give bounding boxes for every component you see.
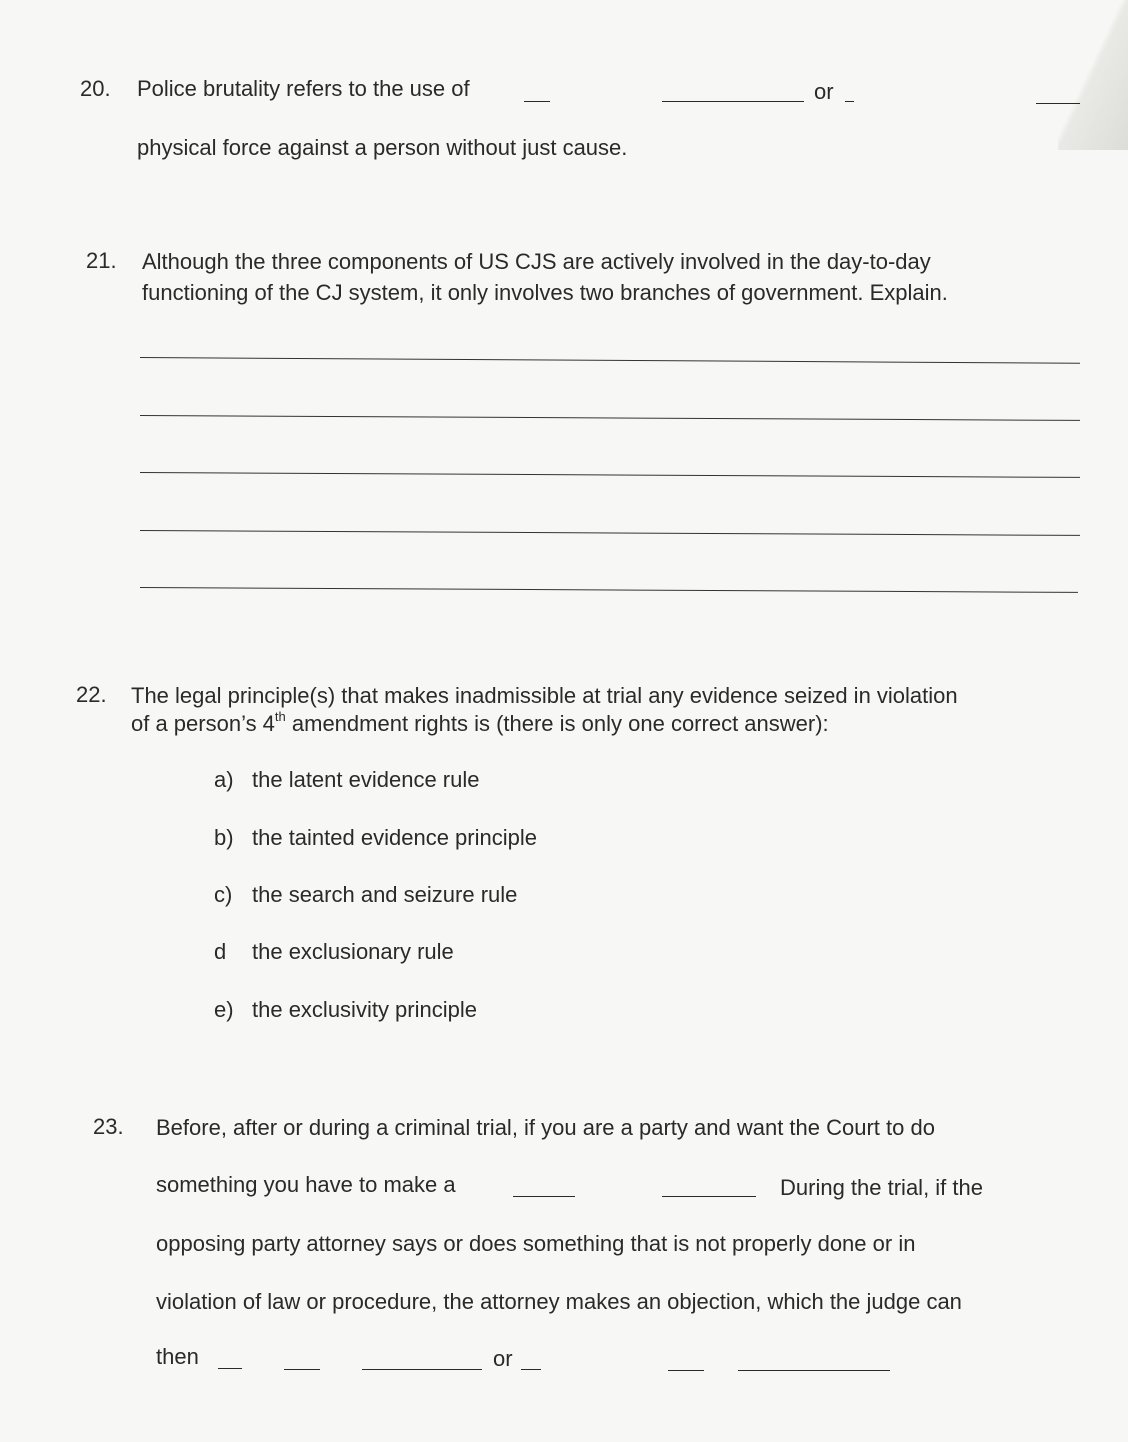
question-number: 22.	[76, 682, 107, 707]
answer-blank[interactable]	[662, 1196, 756, 1197]
or-text: or	[493, 1346, 513, 1371]
question-text: violation of law or procedure, the attorney makes an objection, which the judge can	[156, 1289, 962, 1314]
question-text: opposing party attorney says or does something that is not properly done or in	[156, 1231, 916, 1256]
folded-corner	[1058, 0, 1128, 150]
question-number: 21.	[86, 248, 117, 273]
answer-blank[interactable]	[362, 1369, 482, 1370]
option-text: the exclusivity principle	[252, 997, 477, 1022]
answer-blank[interactable]	[524, 101, 550, 102]
option-letter: b)	[214, 825, 234, 850]
answer-blank[interactable]	[513, 1196, 575, 1197]
answer-blank[interactable]	[284, 1369, 320, 1370]
answer-blank[interactable]	[218, 1368, 242, 1369]
option-c[interactable]	[214, 882, 517, 908]
question-text: functioning of the CJ system, it only involves two branches of government. Explain.	[142, 280, 948, 305]
answer-blank[interactable]	[662, 101, 804, 102]
question-text: Before, after or during a criminal trial, if you are a party and want the Court to do	[156, 1115, 935, 1140]
question-number: 20.	[80, 76, 111, 101]
option-letter: a)	[214, 767, 234, 792]
answer-line[interactable]	[140, 415, 1080, 421]
question-text: The legal principle(s) that makes inadmissible at trial any evidence seized in violation	[131, 683, 958, 708]
option-letter: c)	[214, 882, 233, 907]
option-e[interactable]	[214, 997, 477, 1023]
option-text: the latent evidence rule	[252, 767, 480, 792]
option-text: the tainted evidence principle	[252, 825, 537, 850]
option-letter: d	[214, 939, 227, 964]
option-text: the exclusionary rule	[252, 939, 454, 964]
option-d[interactable]	[214, 939, 454, 965]
question-text: physical force against a person without just cause.	[137, 135, 628, 160]
question-text: During the trial, if the	[780, 1175, 983, 1200]
option-text: the search and seizure rule	[252, 882, 518, 907]
option-letter: e)	[214, 997, 234, 1022]
question-text: then	[156, 1344, 199, 1369]
answer-blank[interactable]	[668, 1370, 704, 1371]
question-text: Police brutality refers to the use of	[137, 76, 470, 101]
answer-line[interactable]	[140, 472, 1080, 478]
answer-blank[interactable]	[845, 101, 854, 102]
question-text: Although the three components of US CJS are actively involved in the day-to-day	[142, 249, 931, 274]
or-text: or	[814, 79, 834, 104]
option-b[interactable]	[214, 825, 537, 851]
answer-blank[interactable]	[521, 1369, 541, 1370]
question-text: of a person’s 4th amendment rights is (there is only one correct answer):	[131, 708, 829, 736]
answer-line[interactable]	[140, 587, 1078, 593]
answer-line[interactable]	[140, 357, 1080, 364]
option-a[interactable]	[214, 767, 480, 793]
answer-blank[interactable]	[738, 1370, 890, 1371]
question-number: 23.	[93, 1114, 124, 1139]
answer-blank[interactable]	[1036, 103, 1080, 104]
answer-line[interactable]	[140, 530, 1080, 536]
question-text: something you have to make a	[156, 1172, 456, 1197]
